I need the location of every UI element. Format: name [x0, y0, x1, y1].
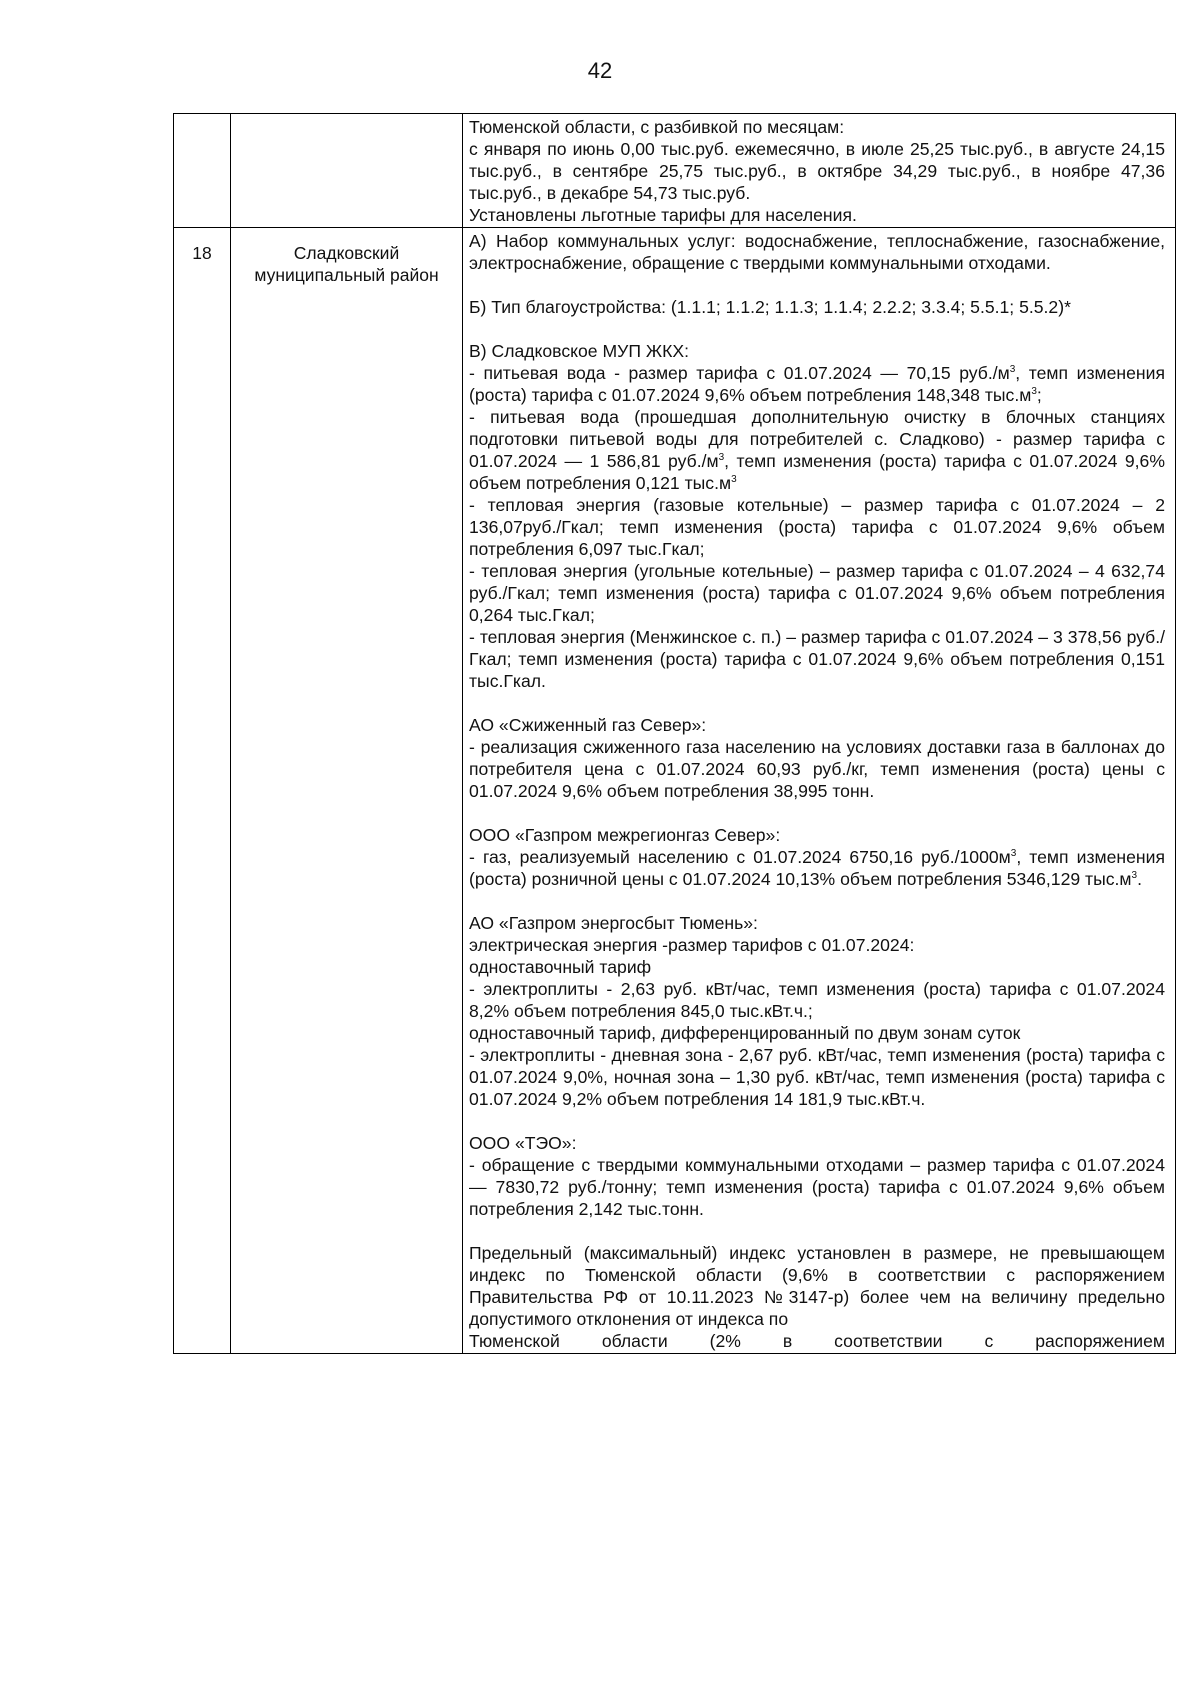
details-cell	[463, 114, 1176, 228]
energosbyt-line: электрическая энергия -размер тарифов с 01.07.2024:	[469, 935, 915, 955]
lpg-heading: АО «Сжиженный газ Север»:	[469, 715, 707, 735]
table-row-continuation	[174, 114, 1176, 228]
index-paragraph: Предельный (максимальный) индекс установлен в размере, не превышающем индекс по Тюменской области (9,6% в соответствии с распоряжением Правительства РФ от 10.11.2023 №3147-р) более чем на величину предельно допустимого отклонения от индекса по	[469, 1243, 1165, 1329]
services-paragraph: А) Набор коммунальных услуг: водоснабжение, теплоснабжение, газоснабжение, электроснабжение, обращение с твердыми коммунальными отходами.	[469, 231, 1165, 273]
details-cell	[463, 228, 1176, 1354]
continuation-line: с января по июнь 0,00 тыс.руб. ежемесячно, в июле 25,25 тыс.руб., в августе 24,15 тыс.руб., в сентябре 25,75 тыс.руб., в октябре 34,29 тыс.руб., в ноябре 47,36 тыс.руб., в декабре 54,73 тыс.руб.	[469, 139, 1165, 203]
number-cell	[174, 114, 231, 228]
tariff-electric-single: - электроплиты - 2,63 руб. кВт/час, темп изменения (роста) тарифа с 01.07.2024 8,2% объем потребления 845,0 тыс.кВт.ч.;	[469, 979, 1165, 1021]
tariff-water-2: - питьевая вода (прошедшая дополнительную очистку в блочных станциях подготовки питьевой воды для потребителей с. Сладково) - размер тарифа с 01.07.2024 — 1 586,81 $руб./м^3$, темп изменения (роста) тарифа с 01.07.2024 9,6% объем потребления 0,121 $тыс.м^3$	[469, 407, 1165, 493]
continuation-line: Установлены льготные тарифы для населения.	[469, 205, 857, 225]
teo-heading: ООО «ТЭО»:	[469, 1133, 577, 1153]
district-cell	[231, 114, 463, 228]
tariff-lpg: - реализация сжиженного газа населению на условиях доставки газа в баллонах до потребителя цена с 01.07.2024 60,93 руб./кг, темп изменения (роста) цены с 01.07.2024 9,6% объем потребления 38,995 тонн.	[469, 737, 1165, 801]
tariff-table	[173, 113, 1176, 1354]
district-name: Сладковский муниципальный район	[231, 228, 463, 1354]
tariff-heat-gas: - тепловая энергия (газовые котельные) – размер тарифа с 01.07.2024 – 2 136,07руб./Гкал; темп изменения (роста) тарифа с 01.07.2024 9,6% объем потребления 6,097 тыс.Гкал;	[469, 495, 1165, 559]
energosbyt-line: одноставочный тариф	[469, 957, 652, 977]
gazprom-mrg-heading: ООО «Газпром межрегионгаз Север»:	[469, 825, 781, 845]
tariff-heat-coal: - тепловая энергия (угольные котельные) – размер тарифа с 01.07.2024 – 4 632,74 руб./Гкал; темп изменения (роста) тарифа с 01.07.2024 9,6% объем потребления 0,264 тыс.Гкал;	[469, 561, 1165, 625]
table-row-18	[174, 228, 1176, 1354]
index-paragraph-tail: Тюменской области (2% в соответствии с распоряжением	[469, 1331, 1165, 1351]
tariff-waste: - обращение с твердыми коммунальными отходами – размер тарифа с 01.07.2024 — 7830,72 руб./тонну; темп изменения (роста) тарифа с 01.07.2024 9,6% объем потребления 2,142 тыс.тонн.	[469, 1155, 1165, 1219]
page-number: 42	[587, 58, 613, 83]
energosbyt-heading: АО «Газпром энергосбыт Тюмень»:	[469, 913, 758, 933]
tariff-electric-zones: - электроплиты - дневная зона - 2,67 руб. кВт/час, темп изменения (роста) тарифа с 01.07.2024 9,0%, ночная зона – 1,30 руб. кВт/час, темп изменения (роста) тарифа с 01.07.2024 9,2% объем потребления 14 181,9 тыс.кВт.ч.	[469, 1045, 1165, 1109]
mup-heading: В) Сладковское МУП ЖКХ:	[469, 341, 689, 361]
tariff-water-1: - питьевая вода - размер тарифа с 01.07.2024 — 70,15 $руб./м^3$, темп изменения (роста) тарифа с 01.07.2024 9,6% объем потребления 148,348 $тыс.м^3$;	[469, 363, 1165, 405]
tariff-gas: - газ, реализуемый населению с 01.07.2024 6750,16 $руб./1000м^3$, темп изменения (роста) розничной цены с 01.07.2024 10,13% объем потребления 5346,129 $тыс.м^3$.	[469, 847, 1165, 889]
row-number: 18	[174, 228, 231, 1354]
improvement-type-paragraph: Б) Тип благоустройства: (1.1.1; 1.1.2; 1.1.3; 1.1.4; 2.2.2; 3.3.4; 5.5.1; 5.5.2)*	[469, 297, 1071, 317]
energosbyt-line: одноставочный тариф, дифференцированный по двум зонам суток	[469, 1023, 1021, 1043]
continuation-line: Тюменской области, с разбивкой по месяцам:	[469, 117, 845, 137]
tariff-heat-menzh: - тепловая энергия (Менжинское с. п.) – размер тарифа с 01.07.2024 – 3 378,56 руб./Гкал; темп изменения (роста) тарифа с 01.07.2024 9,6% объем потребления 0,151 тыс.Гкал.	[469, 627, 1165, 691]
